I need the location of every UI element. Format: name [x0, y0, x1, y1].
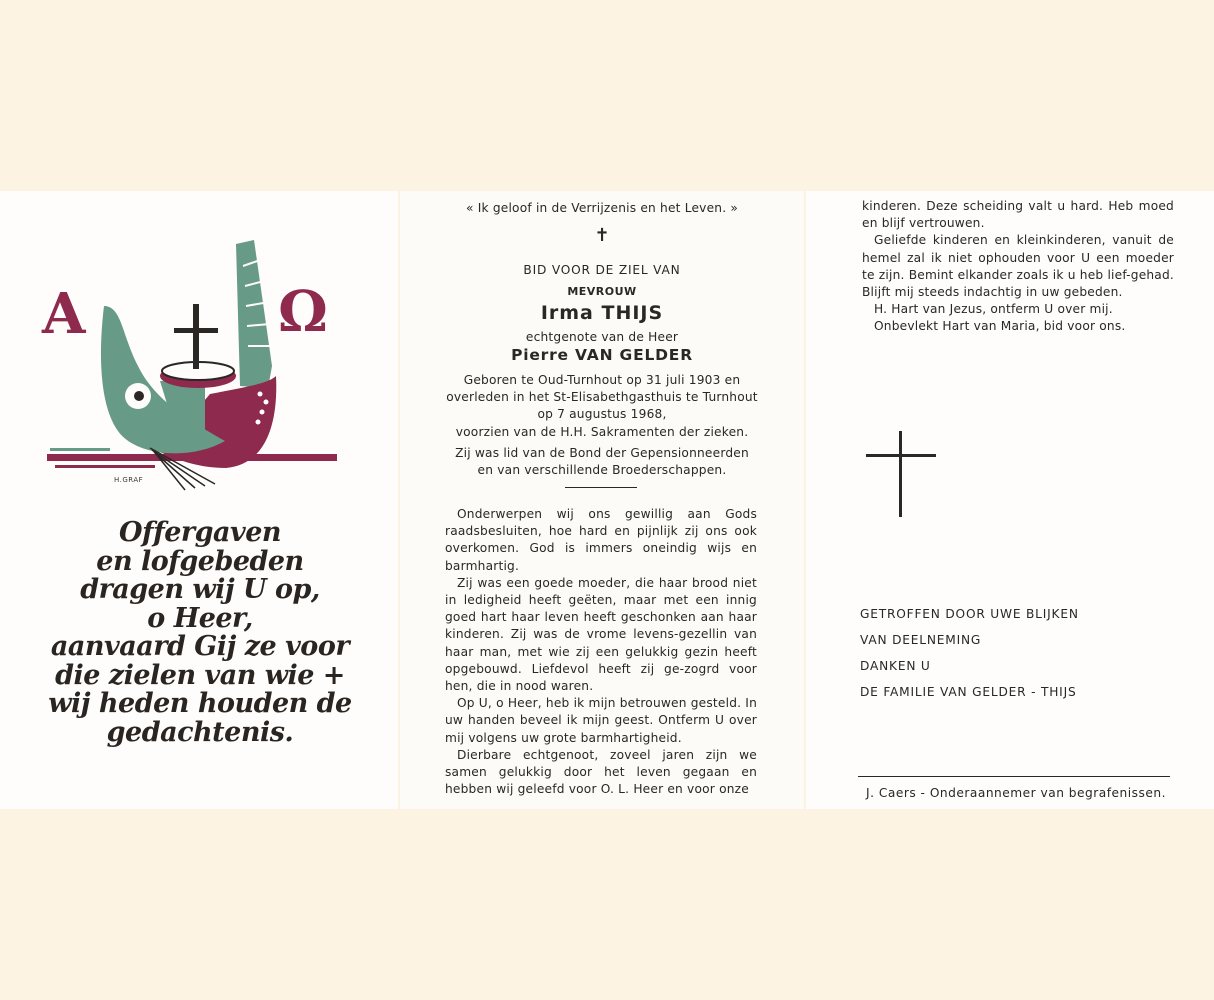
continued-text [862, 198, 1174, 336]
thanks-line: VAN DEELNEMING [860, 633, 982, 647]
verse-line: o Heer, [147, 602, 253, 634]
verse-line: dragen wij U op, [80, 574, 320, 605]
verse-line: wij heden houden de [48, 688, 352, 719]
verse-line: die zielen van wie + [55, 659, 345, 691]
verse-block [30, 519, 370, 747]
thanks-line: DE FAMILIE VAN GELDER - THIJS [860, 685, 1077, 699]
prayer: H. Hart van Jezus, ontferm U over mij. [874, 302, 1113, 317]
paragraph: Op U, o Heer, heb ik mijn betrouwen gesteld. In uw handen beveel ik mijn geest. Ontferm U over mij volgens uw grote barmhartigheid. [445, 696, 757, 745]
omega-symbol: Ω [278, 279, 328, 345]
cross-icon: ✝ [594, 225, 610, 246]
thanks-line: DANKEN U [860, 659, 931, 673]
spouse-name: Pierre VAN GELDER [511, 346, 693, 364]
paragraph: kinderen. Deze scheiding valt u hard. Heb moed en blijf vertrouwen. [862, 199, 1174, 231]
info-line: Zij was lid van de Bond der Gepensionneerden [455, 446, 749, 460]
right-panel [806, 191, 1214, 809]
info-line: Geboren te Oud-Turnhout op 31 juli 1903 en [463, 373, 741, 387]
thanks-block [860, 601, 1079, 705]
alpha-symbol: A [42, 281, 86, 347]
verse-line: aanvaard Gij ze voor [50, 631, 350, 662]
verse-line: en lofgebeden [96, 545, 304, 577]
pray-line: BID VOOR DE ZIEL VAN [523, 263, 681, 277]
middle-panel [400, 191, 804, 809]
quote: « Ik geloof in de Verrijzenis en het Leven. » [465, 201, 739, 215]
divider [565, 487, 637, 488]
prayer: Onbevlekt Hart van Maria, bid voor ons. [874, 319, 1126, 334]
undertaker: J. Caers - Onderaannemer van begrafenissen. [866, 786, 1166, 800]
cross-icon [866, 431, 936, 517]
paragraph: Geliefde kinderen en kleinkinderen, vanuit de hemel zal ik niet ophouden voor U een moeder te zijn. Bemint elkander zoals ik u heb lief-gehad. Blijft mij steeds indachtig in uw gebeden. [862, 233, 1174, 300]
cross-icon [174, 304, 218, 369]
left-panel [0, 191, 398, 809]
info-line: op 7 augustus 1968, [537, 407, 667, 422]
memorial-text [445, 506, 757, 798]
chalice-fish-illustration [40, 236, 360, 501]
title: MEVROUW [567, 285, 637, 298]
membership-info [400, 445, 804, 479]
spouse-intro: echtgenote van de Heer [525, 330, 679, 344]
paragraph: Onderwerpen wij ons gewillig aan Gods raadsbesluiten, hoe hard en pijnlijk zij ons ook overkomen. God is immers oneindig wijs en barmhartig. [445, 507, 757, 573]
info-line: en van verschillende Broederschappen. [477, 463, 727, 478]
info-line: voorzien van de H.H. Sakramenten der zieken. [455, 424, 749, 439]
artist-signature: H.GRAF [114, 476, 144, 484]
verse-line: gedachtenis. [106, 716, 294, 748]
thanks-line: GETROFFEN DOOR UWE BLIJKEN [860, 607, 1079, 621]
paragraph: Dierbare echtgenoot, zoveel jaren zijn we samen gelukkig door het leven gegaan en hebben wij geleefd voor O. L. Heer en voor onze [445, 747, 757, 797]
verse-line: Offergaven [118, 517, 282, 548]
info-line: overleden in het St-Elisabethgasthuis te Turnhout [446, 390, 758, 405]
footer-divider [858, 776, 1170, 777]
birth-death-info [400, 372, 804, 441]
fish-pupil [134, 391, 144, 401]
deceased-name: Irma THIJS [540, 302, 664, 324]
paragraph: Zij was een goede moeder, die haar brood niet in ledigheid heeft geëten, maar met een innig goed hart haar leven heeft geschonken aan haar kinderen. Zij was de vrome levens-gezellin van haar man, met wie zij een gelukkig gezin heeft opgebouwd. Liefdevol heeft zij ge-zogrd voor hen, die in nood waren. [445, 575, 757, 694]
